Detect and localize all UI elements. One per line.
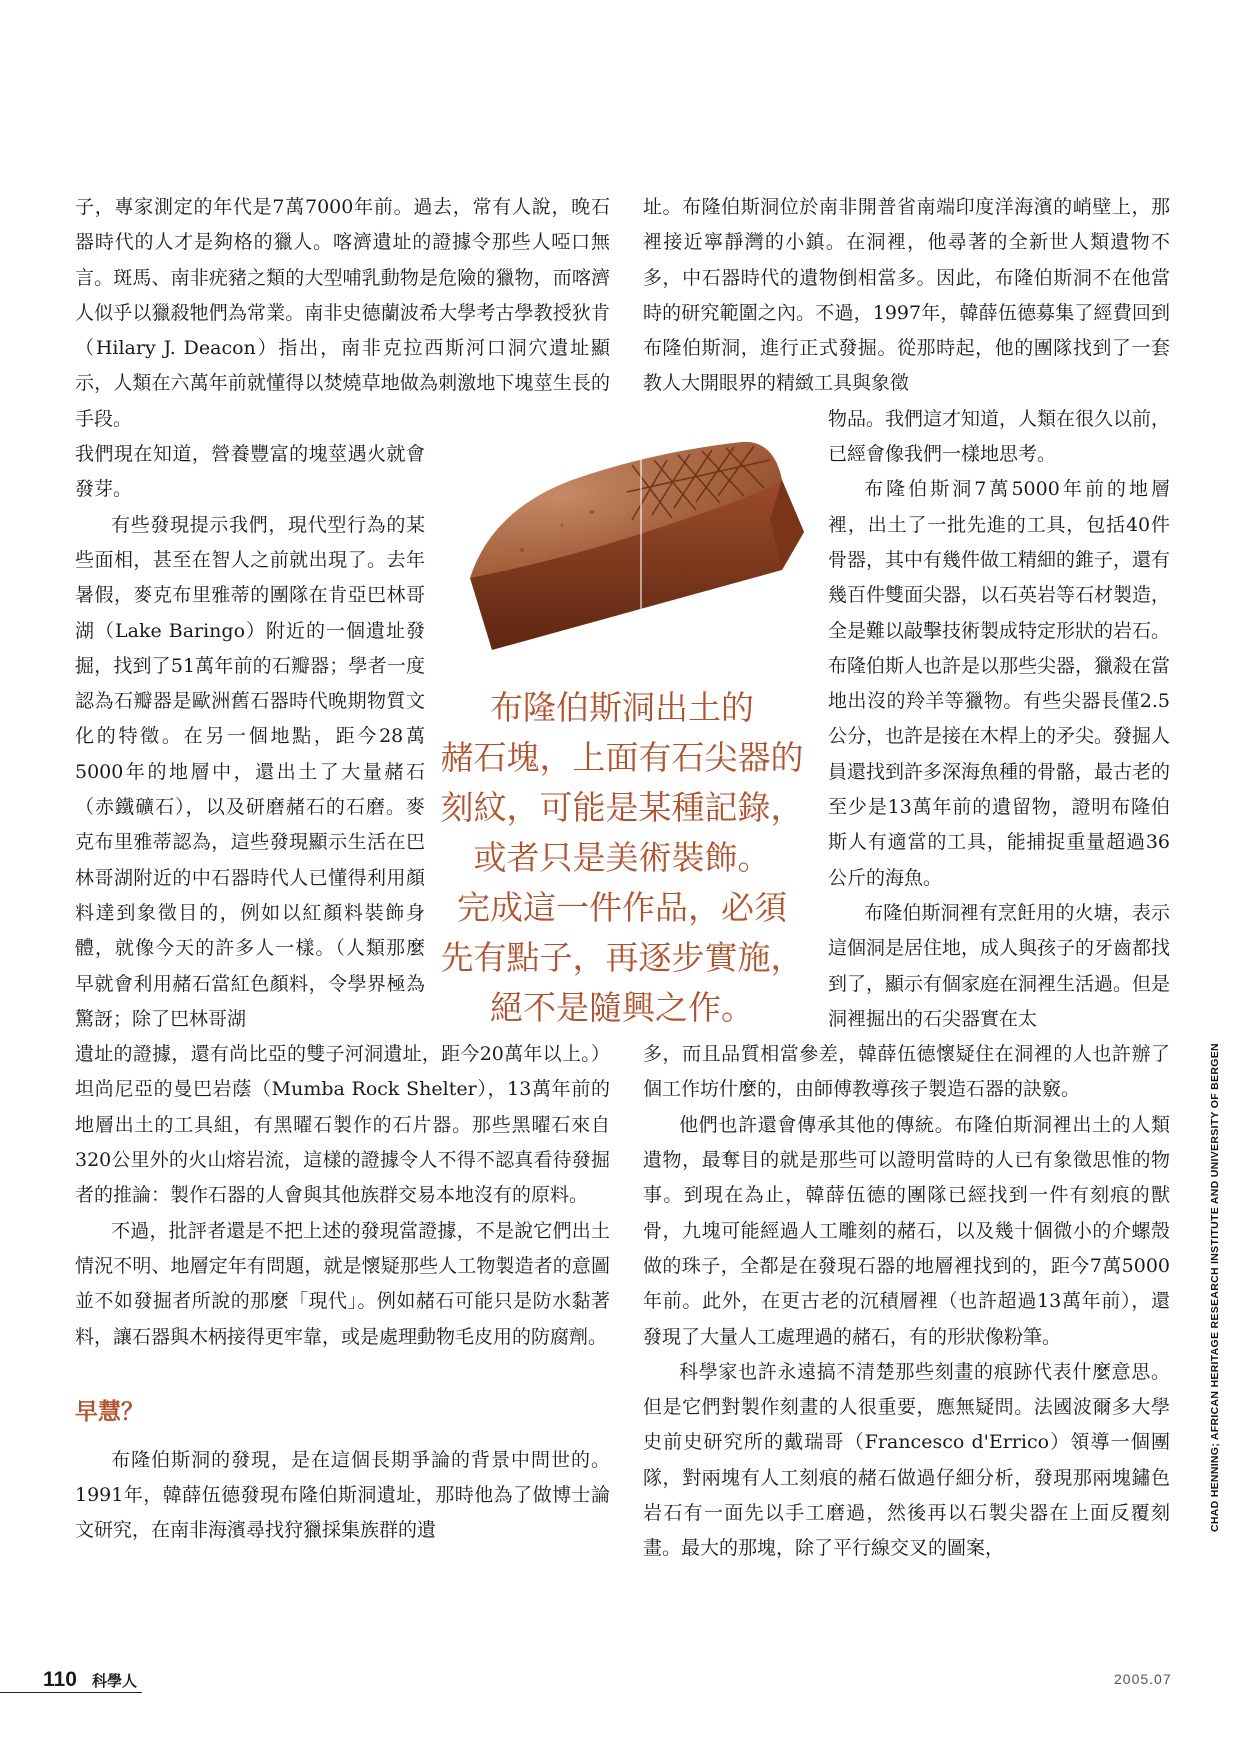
- wrapped-text-block: [828, 402, 1170, 1037]
- page-number: 110: [43, 1668, 77, 1691]
- body-paragraph: 布隆伯斯洞7萬5000年前的地層裡，出土了一批先進的工具，包括40件骨器，其中有幾件做工精細的錐子，還有幾百件雙面尖器，以石英岩等石材製造，全是難以敲擊技術製成特定形狀的岩石。布隆伯斯人也許是以那些尖器，獵殺在當地出沒的羚羊等獵物。有些尖器長僅2.5公分，也許是接在木桿上的矛尖。發掘人員還找到許多深海魚種的骨骼，最古老的至少是13萬年前的遺留物，證明布隆伯斯人有適當的工具，能捕捉重量超過36公斤的海魚。: [828, 478, 1171, 889]
- caption-line: 絕不是隨興之作。: [490, 988, 754, 1027]
- body-paragraph: 科學家也許永遠搞不清楚那些刻畫的痕跡代表什麼意思。但是它們對製作刻畫的人很重要，應無疑問。法國波爾多大學史前史研究所的戴瑞哥（Francesco d'Errico）領導一個團隊，對兩塊有人工刻痕的赭石做過仔細分析，發現那兩塊鏽色岩石有一面先以手工磨過，然後再以石製尖器在上面反覆刻畫。最大的那塊，除了平行線交叉的圖案，: [643, 1360, 1170, 1560]
- figure-caption: [432, 683, 812, 1033]
- footer-rule: [0, 1692, 142, 1693]
- caption-line: 先有點子，再逐步實施，: [440, 938, 804, 977]
- magazine-name: 科學人: [92, 1672, 138, 1690]
- engraved-ochre-photo: [452, 420, 832, 670]
- body-paragraph: 遺址的證據，還有尚比亞的雙子河洞遺址，距今20萬年以上。）坦尚尼亞的曼巴岩蔭（Mumba Rock Shelter），13萬年前的地層出土的工具組，有黑曜石製作的石片器。那些黑曜石來自320公里外的火山熔岩流，這樣的證據令人不得不認真看待發掘者的推論：製作石器的人會與其他族群交易本地沒有的原料。: [75, 1043, 610, 1207]
- section-heading: 早慧？: [75, 1398, 144, 1425]
- caption-line: 布隆伯斯洞出土的: [490, 688, 754, 727]
- caption-line: 刻紋，可能是某種記錄，: [440, 788, 804, 827]
- body-paragraph: 我們現在知道，營養豐富的塊莖遇火就會發芽。: [75, 443, 425, 501]
- body-paragraph: 他們也許還會傳承其他的傳統。布隆伯斯洞裡出土的人類遺物，最奪目的就是那些可以證明當時的人已有象徵思惟的物事。到現在為止，韓薛伍德的團隊已經找到一件有刻痕的獸骨，九塊可能經過人工雕刻的赭石，以及幾十個微小的介螺殼做的珠子，全都是在發現石器的地層裡找到的，距今7萬5000年前。此外，在更古老的沉積層裡（也許超過13萬年前），還發現了大量人工處理過的赭石，有的形狀像粉筆。: [643, 1113, 1170, 1348]
- caption-line: 或者只是美術裝飾。: [473, 838, 771, 877]
- body-paragraph: 物品。我們這才知道，人類在很久以前，已經會像我們一樣地思考。: [828, 407, 1171, 466]
- body-paragraph: 布隆伯斯洞的發現，是在這個長期爭論的背景中問世的。1991年，韓薛伍德發現布隆伯斯洞遺址，那時他為了做博士論文研究，在南非海濱尋找狩獵採集族群的遺: [75, 1448, 610, 1542]
- body-paragraph: 不過，批評者還是不把上述的發現當證據，不是說它們出土情況不明、地層定年有問題，就是懷疑那些人工物製造者的意圖並不如發掘者所說的那麼「現代」。例如赭石可能只是防水黏著料，讓石器與木柄接得更牢靠，或是處理動物毛皮用的防腐劑。: [75, 1219, 610, 1348]
- body-paragraph: 多，而且品質相當參差，韓薛伍德懷疑住在洞裡的人也許辦了個工作坊什麼的，由師傅教導孩子製造石器的訣竅。: [643, 1043, 1170, 1101]
- issue-date: 2005.07: [1114, 1671, 1172, 1687]
- body-paragraph: 址。布隆伯斯洞位於南非開普省南端印度洋海濱的峭壁上，那裡接近寧靜灣的小鎮。在洞裡，他尋著的全新世人類遺物不多，中石器時代的遺物倒相當多。因此，布隆伯斯洞不在他當時的研究範圍之內。不過，1997年，韓薛伍德募集了經費回到布隆伯斯洞，進行正式發掘。從那時起，他的團隊找到了一套教人大開眼界的精緻工具與象徵: [643, 196, 1170, 395]
- caption-line: 赭石塊，上面有石尖器的: [440, 738, 804, 777]
- body-paragraph: 布隆伯斯洞裡有烹飪用的火塘，表示這個洞是居住地，成人與孩子的牙齒都找到了，顯示有個家庭在洞裡生活過。但是洞裡掘出的石尖器實在太: [828, 901, 1171, 1030]
- body-paragraph: 有些發現提示我們，現代型行為的某些面相，甚至在智人之前就出現了。去年暑假，麥克布里雅蒂的團隊在肯亞巴林哥湖（Lake Baringo）附近的一個遺址發掘，找到了51萬年前的石瓣器；學者一度認為石瓣器是歐洲舊石器時代晚期物質文化的特徵。在另一個地點，距今28萬5000年的地層中，還出土了大量赭石（赤鐵礦石），以及研磨赭石的石磨。麥克布里雅蒂認為，這些發現顯示生活在巴林哥湖附近的中石器時代人已懂得利用顏料達到象徵目的，例如以紅顏料裝飾身體，就像今天的許多人一樣。（人類那麼早就會利用赭石當紅色顏料，令學界極為驚訝；除了巴林哥湖: [75, 513, 425, 1030]
- caption-line: 完成這一件作品，必須: [457, 888, 787, 927]
- body-paragraph: 子，專家測定的年代是7萬7000年前。過去，常有人說，晚石器時代的人才是夠格的獵人。喀濟遺址的證據令那些人啞口無言。斑馬、南非疣豬之類的大型哺乳動物是危險的獵物，而喀濟人似乎以獵殺牠們為常業。南非史德蘭波希大學考古學教授狄肯（Hilary J. Deacon）指出，南非克拉西斯河口洞穴遺址顯示，人類在六萬年前就懂得以焚燒草地做為刺激地下塊莖生長的手段。: [75, 196, 610, 430]
- photo-credit: CHAD HENNING; AFRICAN HERITAGE RESEARCH INSTITUTE AND UNIVERSITY OF BERGEN: [1209, 1043, 1221, 1532]
